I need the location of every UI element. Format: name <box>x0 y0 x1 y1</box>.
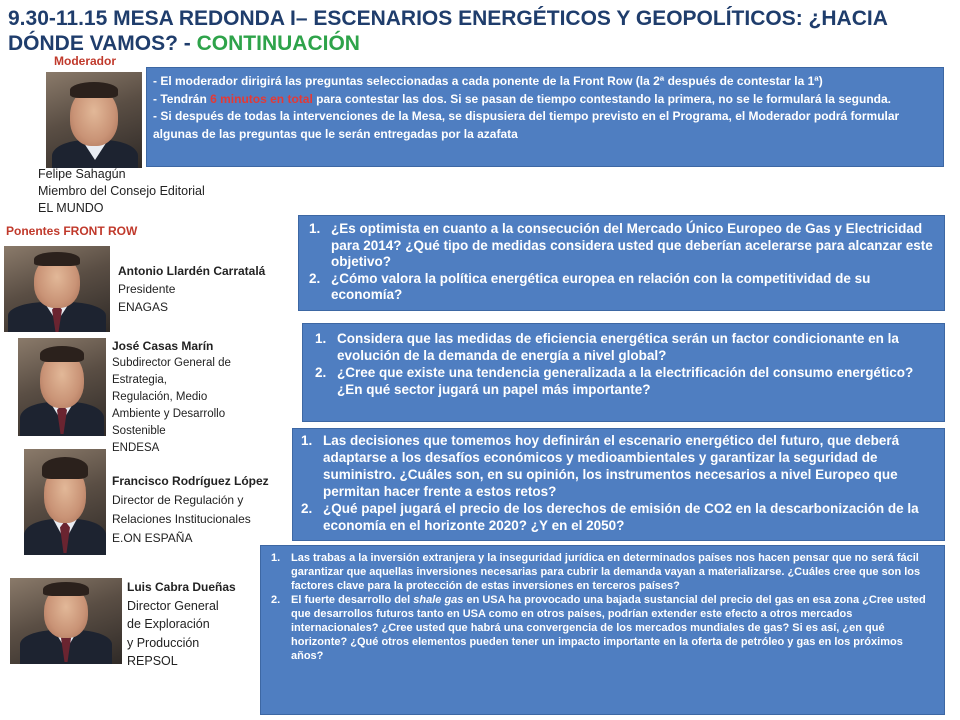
rules-box <box>146 67 944 167</box>
speaker-info-1: Antonio Llardén Carratalá Presidente ENAGAS <box>118 264 266 314</box>
speaker-name-2: José Casas Marín <box>112 339 214 353</box>
page-title <box>8 6 953 56</box>
speaker-photo-2 <box>18 338 106 436</box>
question-item: 2. ¿Cree que existe una tendencia generalizada a la electrificación del consumo energético? ¿En qué sector jugará un papel más importante? <box>315 365 914 397</box>
moderator-org: EL MUNDO <box>38 201 104 215</box>
speaker-name-1: Antonio Llardén Carratalá <box>118 264 266 278</box>
moderator-role: Miembro del Consejo Editorial <box>38 184 205 198</box>
question-item: 1. ¿Es optimista en cuanto a la consecución del Mercado Único Europeo de Gas y Electricidad para 2014? ¿Qué tipo de medidas considera usted que deberían acelerarse para alcanzar este objetivo? <box>309 221 933 269</box>
speaker-photo-3 <box>24 449 106 555</box>
moderator-photo <box>46 72 142 168</box>
panel-label: Ponentes FRONT ROW <box>6 224 138 238</box>
question-item: 2. ¿Cómo valora la política energética europea en relación con la competitividad de su economía? <box>309 270 871 302</box>
questions-box-1 <box>298 215 945 311</box>
moderator-name: Felipe Sahagún <box>38 167 126 181</box>
moderator-label: Moderador <box>54 54 117 68</box>
question-item: 1. Las decisiones que tomemos hoy definirán el escenario energético del futuro, que deberá adaptarse a los desafíos económicos y medioambientales y garantizar la seguridad de suministro. ¿Cuáles son, en su opinión, los instrumentos necesarios a nivel Europeo que permitan hacer frente a estos retos? <box>301 433 900 499</box>
moderator-info <box>38 166 205 217</box>
title-continuation: CONTINUACIÓN <box>196 32 360 55</box>
speaker-photo-4 <box>10 578 122 664</box>
speaker-info-2: José Casas Marín Subdirector General de Estrategia, Regulación, Medio Ambiente y Desarrollo Sostenible ENDESA <box>112 339 231 454</box>
rules-time-highlight: 6 minutos en total <box>210 91 313 106</box>
title-main: 9.30-11.15 MESA REDONDA I– ESCENARIOS ENERGÉTICOS Y GEOPOLÍTICOS: ¿HACIA DÓNDE VAMOS? - <box>8 7 888 55</box>
rules-line-1: - El moderador dirigirá las preguntas seleccionadas a cada ponente de la Front Row (la 2ª después de contestar la 1ª) <box>153 74 823 88</box>
questions-box-4 <box>260 545 945 715</box>
question-item: 1. Considera que las medidas de eficiencia energética serán un factor condicionante en la evolución de la demanda de energía a nivel global? <box>315 331 899 363</box>
questions-box-3 <box>292 428 945 541</box>
questions-box-2 <box>302 323 945 422</box>
question-item: 1. Las trabas a la inversión extranjera y la inseguridad jurídica en determinados países nos hacen pensar que no será fácil garantizar que aquellas inversiones necesarias para cubrir la demanda vayan a materializarse. ¿Cuáles cree que son los factores clave para la protección de estas inversiones en terceros países? <box>271 552 921 592</box>
speaker-info-3: Francisco Rodríguez López Director de Regulación y Relaciones Institucionales E.ON ESPAÑA <box>112 474 269 545</box>
speaker-photo-1 <box>4 246 110 332</box>
shale-gas-term: shale gas <box>413 594 464 606</box>
rules-line-2: - Tendrán 6 minutos en total para contestar las dos. Si se pasan de tiempo contestando la primera, no se le formulará la segunda. <box>153 91 891 106</box>
rules-line-3: - Si después de todas la intervenciones de la Mesa, se dispusiera del tiempo previsto en el Programa, el Moderador podrá formular algunas de las preguntas que le serán entregadas por la azafata <box>153 109 900 141</box>
speaker-name-4: Luis Cabra Dueñas <box>127 580 236 594</box>
question-item: 2. ¿Qué papel jugará el precio de los derechos de emisión de CO2 en la descarbonización de la economía en el horizonte 2020? ¿Y en el 2050? <box>301 501 919 533</box>
speaker-info-4: Luis Cabra Dueñas Director General de Exploración y Producción REPSOL <box>127 580 236 668</box>
speaker-name-3: Francisco Rodríguez López <box>112 474 269 488</box>
question-item: 2. El fuerte desarrollo del shale gas en USA ha provocado una bajada sustancial del precio del gas en esa zona ¿Cree usted que desarrollos futuros tanto en USA como en otros países, podrían extender este efecto a otros mercados internacionales? ¿Cree usted que habrá una convergencia de los mercados mundiales de gas? Si es así, ¿en qué horizonte? ¿Qué otros elementos pueden tener un impacto importante en la oferta de petróleo y gas en los próximos años? <box>271 594 926 662</box>
